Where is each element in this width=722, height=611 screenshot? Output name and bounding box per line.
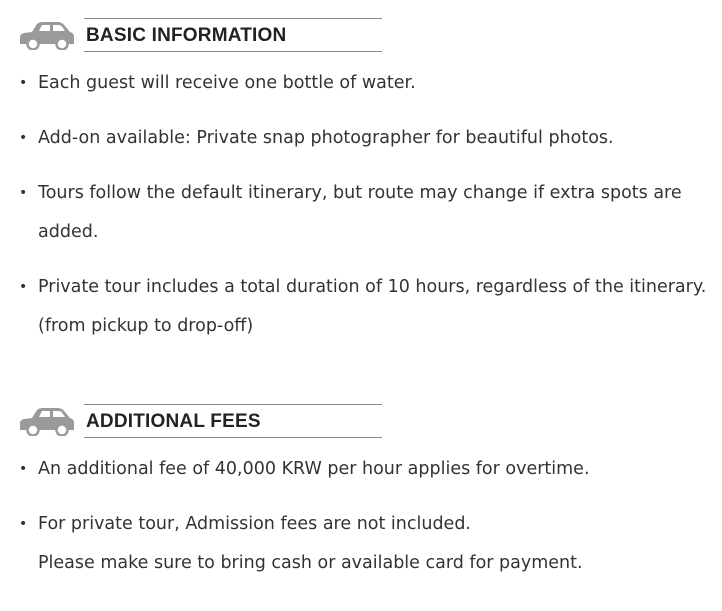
- list-item: [0, 505, 722, 583]
- fees-list: [0, 450, 722, 583]
- title-box: [84, 404, 382, 438]
- list-item-text: (from pickup to drop-off): [38, 316, 254, 336]
- list-item-text: Each guest will receive one bottle of water.: [38, 73, 416, 93]
- info-list: [0, 64, 722, 346]
- list-item: [0, 119, 722, 158]
- car-icon: [18, 20, 76, 50]
- bullet: •: [19, 185, 28, 201]
- list-item-text: Private tour includes a total duration of 10 hours, regardless of the itinerary.: [38, 277, 707, 297]
- bullet: •: [19, 279, 28, 295]
- list-item-text: For private tour, Admission fees are not included.: [38, 514, 471, 534]
- title-box: [84, 18, 382, 52]
- section-additional-fees: [0, 404, 722, 583]
- list-item-text: Add-on available: Private snap photographer for beautiful photos.: [38, 128, 614, 148]
- bullet: •: [19, 130, 28, 146]
- car-icon: [18, 406, 76, 436]
- section-header: [0, 404, 722, 444]
- section-title: ADDITIONAL FEES: [86, 411, 261, 432]
- section-basic-information: [0, 18, 722, 346]
- bullet: •: [19, 75, 28, 91]
- section-header: [0, 18, 722, 58]
- bullet: •: [19, 516, 28, 532]
- list-item: [0, 64, 722, 103]
- list-item: [0, 268, 722, 346]
- list-item: [0, 174, 722, 252]
- list-item-text: Please make sure to bring cash or available card for payment.: [38, 553, 583, 573]
- section-title: BASIC INFORMATION: [86, 25, 287, 46]
- list-item-text: added.: [38, 222, 99, 242]
- list-item-text: Tours follow the default itinerary, but route may change if extra spots are: [38, 183, 682, 203]
- bullet: •: [19, 461, 28, 477]
- list-item-text: An additional fee of 40,000 KRW per hour applies for overtime.: [38, 459, 590, 479]
- list-item: [0, 450, 722, 489]
